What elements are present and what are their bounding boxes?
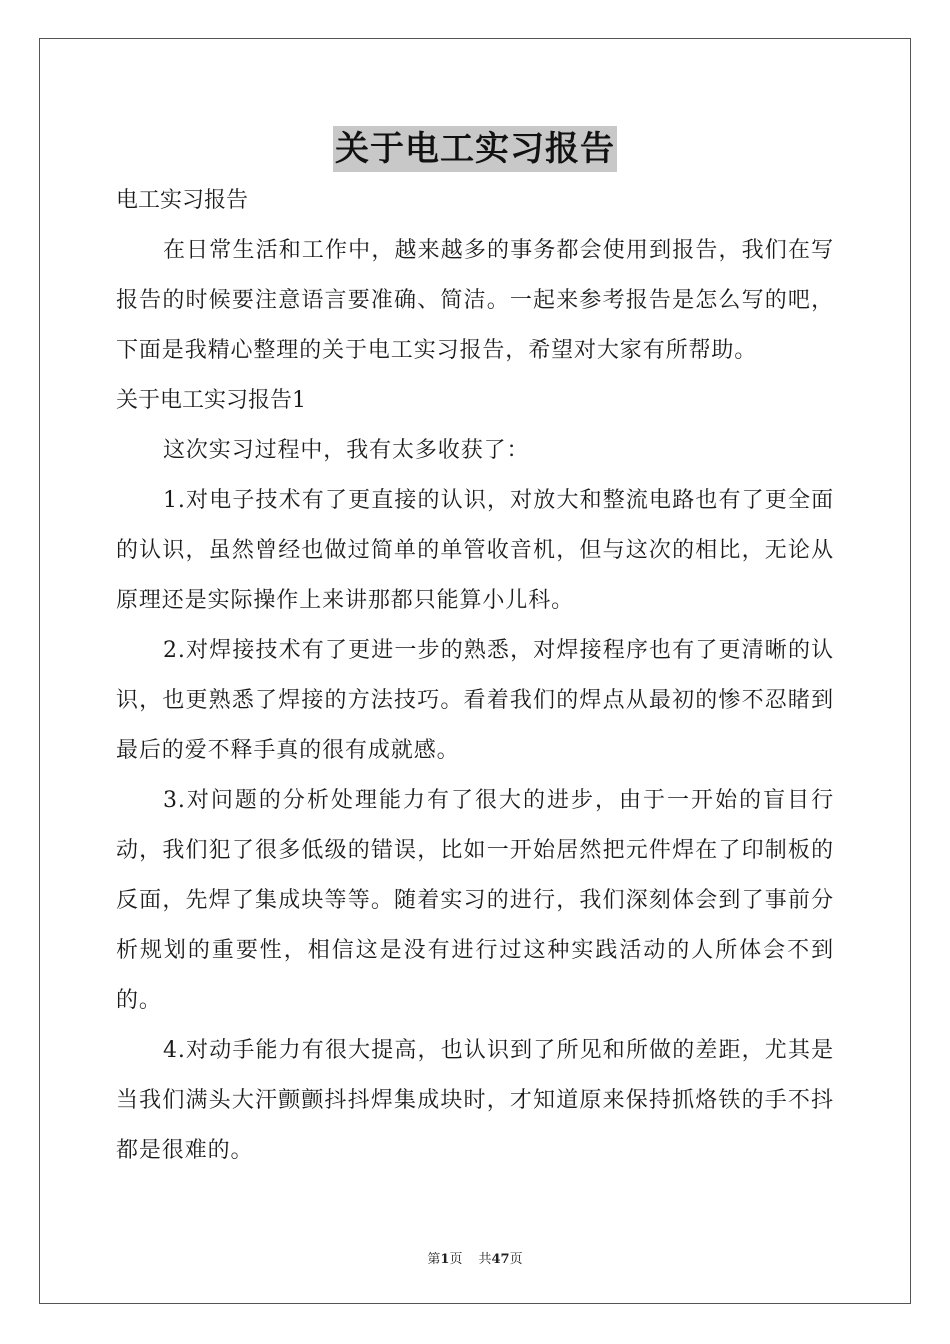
lead-paragraph: 这次实习过程中，我有太多收获了： — [163, 438, 530, 463]
list-item: 2.对焊接技术有了更进一步的熟悉，对焊接程序也有了更清晰的认识，也更熟悉了焊接的方法技巧。看着我们的焊点从最初的惨不忍睹到最后的爱不释手真的很有成就感。 — [116, 638, 834, 763]
list-item: 1.对电子技术有了更直接的认识，对放大和整流电路也有了更全面的认识，虽然曾经也做过简单的单管收音机，但与这次的相比，无论从原理还是实际操作上来讲那都只能算小儿科。 — [116, 488, 834, 613]
section-heading: 关于电工实习报告1 — [116, 388, 306, 413]
document-body — [116, 176, 834, 1176]
total-pages: 47 — [491, 1252, 510, 1267]
page-footer — [0, 1248, 950, 1267]
list-item: 3.对问题的分析处理能力有了很大的进步，由于一开始的盲目行动，我们犯了很多低级的错误，比如一开始居然把元件焊在了印制板的反面，先焊了集成块等等。随着实习的进行，我们深刻体会到了事前分析规划的重要性，相信这是没有进行过这种实践活动的人所体会不到的。 — [116, 788, 834, 1013]
total-prefix: 共 — [478, 1252, 492, 1267]
page-suffix: 页 — [449, 1252, 463, 1267]
page-number: 1 — [440, 1252, 450, 1267]
document-title: 关于电工实习报告 — [333, 126, 617, 172]
page-prefix: 第 — [427, 1252, 441, 1267]
intro-paragraph: 在日常生活和工作中，越来越多的事务都会使用到报告，我们在写报告的时候要注意语言要准确、简洁。一起来参考报告是怎么写的吧，下面是我精心整理的关于电工实习报告，希望对大家有所帮助。 — [116, 238, 834, 363]
total-suffix: 页 — [509, 1252, 523, 1267]
title-container — [0, 126, 950, 172]
list-item: 4.对动手能力有很大提高，也认识到了所见和所做的差距，尤其是当我们满头大汗颤颤抖抖焊集成块时，才知道原来保持抓烙铁的手不抖都是很难的。 — [116, 1038, 834, 1163]
document-subtitle: 电工实习报告 — [116, 188, 249, 213]
